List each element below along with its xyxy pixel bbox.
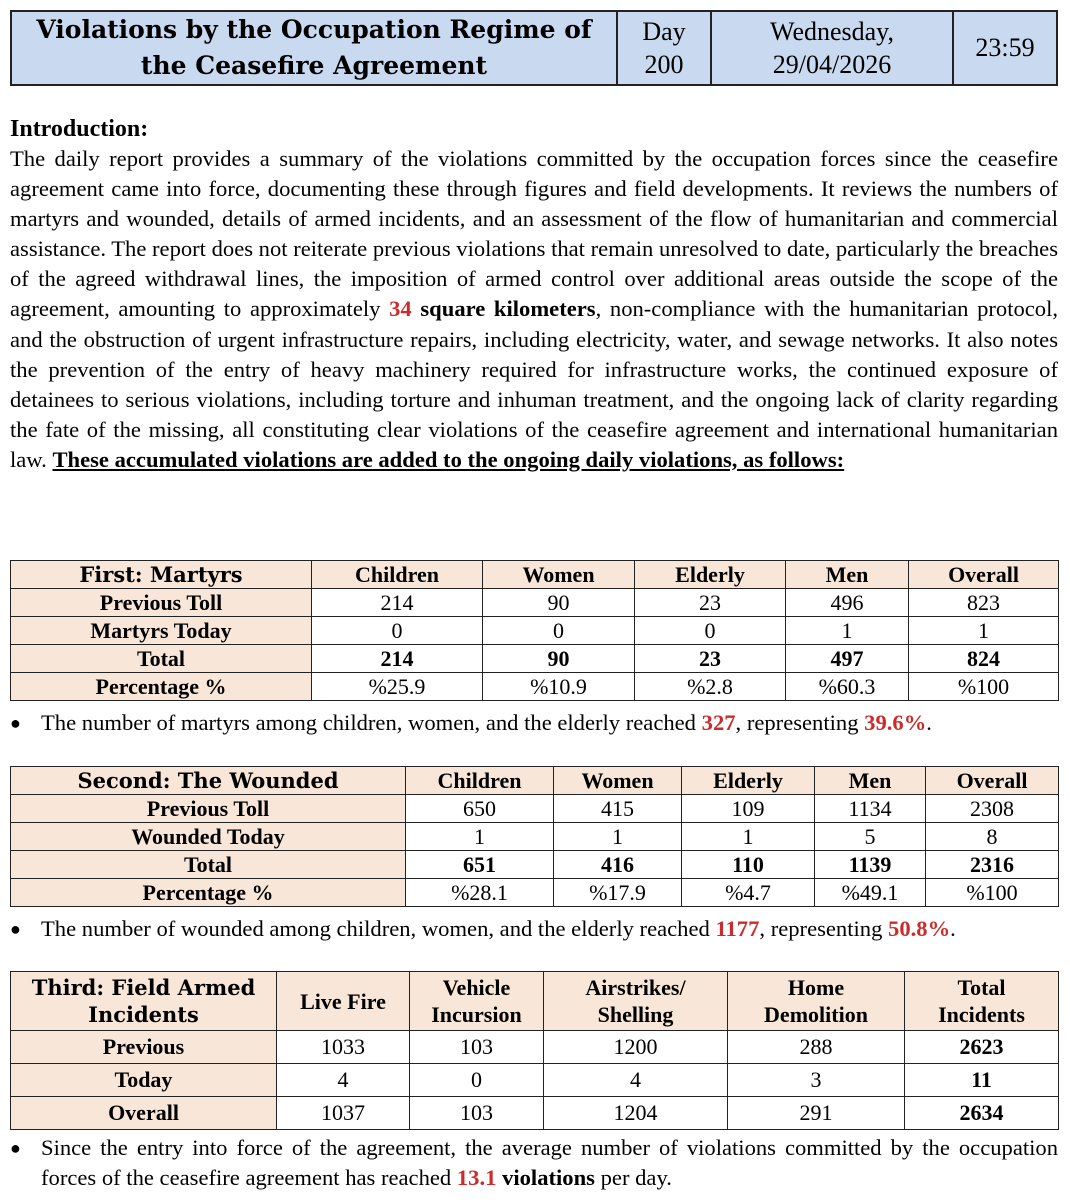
bullet-icon: ●	[10, 919, 21, 939]
area-unit: square kilometers	[420, 296, 596, 322]
table-cell: %2.8	[635, 673, 786, 701]
note-unit: violations	[502, 1165, 595, 1190]
table-cell: 496	[786, 589, 909, 617]
table-cell: 0	[635, 617, 786, 645]
table-cell: 103	[410, 1097, 544, 1130]
table-cell: 1033	[277, 1031, 410, 1064]
column-header: Men	[786, 561, 909, 589]
table-cell: 1	[786, 617, 909, 645]
table-cell: 4	[544, 1064, 728, 1097]
incidents-table	[10, 971, 1059, 1130]
row-label: Total	[11, 645, 312, 673]
table-cell: 2316	[926, 851, 1059, 879]
table-row	[11, 879, 1059, 907]
report-title: Violations by the Occupation Regime of the Ceasefire Agreement	[11, 11, 617, 85]
table-cell: 288	[728, 1031, 905, 1064]
table-cell: 497	[786, 645, 909, 673]
table-row-total	[11, 851, 1059, 879]
table-cell: 3	[728, 1064, 905, 1097]
table-cell: 1139	[815, 851, 926, 879]
table-row	[11, 823, 1059, 851]
table-row	[11, 673, 1059, 701]
table-cell-total: 2623	[905, 1031, 1059, 1064]
note-value: 327	[701, 710, 736, 735]
row-label: Martyrs Today	[11, 617, 312, 645]
intro-text-2: , non-compliance with the humanitarian protocol, and the obstruction of urgent infrastructure repairs, including electricity, water, and sewage networks. It also notes the prevention of the entry of heavy machinery required for infrastructure works, the continued exposure of detainees to serious violations, including torture and inhuman treatment, and the ongoing lack of clarity regarding the fate of the missing, all constituting clear violations of the ceasefire agreement and international humanitarian law.	[10, 296, 1059, 472]
table-cell: %49.1	[815, 879, 926, 907]
table-cell: 23	[635, 645, 786, 673]
table-cell: 1200	[544, 1031, 728, 1064]
bullet-icon: ●	[10, 713, 21, 733]
table-cell: 0	[483, 617, 635, 645]
column-header: Live Fire	[277, 972, 410, 1031]
table-row	[11, 1097, 1059, 1130]
time-cell: 23:59	[953, 11, 1057, 85]
table-row	[11, 617, 1059, 645]
row-label: Previous Toll	[11, 589, 312, 617]
table-cell: 90	[483, 645, 635, 673]
table-cell: 1	[554, 823, 682, 851]
table-header-row	[11, 561, 1059, 589]
note-percentage: 39.6%	[864, 710, 927, 735]
martyrs-table	[10, 560, 1059, 701]
column-header: Airstrikes/ Shelling	[544, 972, 728, 1031]
table-cell: %100	[926, 879, 1059, 907]
table-cell: 214	[312, 645, 483, 673]
table-cell: 4	[277, 1064, 410, 1097]
column-header: Overall	[909, 561, 1059, 589]
row-label: Today	[11, 1064, 277, 1097]
column-header: Total Incidents	[905, 972, 1059, 1031]
table-cell: 650	[406, 795, 554, 823]
table-cell: 5	[815, 823, 926, 851]
row-label: Wounded Today	[11, 823, 406, 851]
table-row	[11, 589, 1059, 617]
table-cell: %100	[909, 673, 1059, 701]
table-cell-total: 2634	[905, 1097, 1059, 1130]
table-cell: 1134	[815, 795, 926, 823]
column-header: Elderly	[682, 767, 815, 795]
table-cell: 103	[410, 1031, 544, 1064]
column-header: Women	[554, 767, 682, 795]
table-cell: 651	[406, 851, 554, 879]
table-row	[11, 1064, 1059, 1097]
table-cell: 90	[483, 589, 635, 617]
wounded-table	[10, 766, 1059, 907]
table-cell: 110	[682, 851, 815, 879]
column-header: Men	[815, 767, 926, 795]
column-header: Elderly	[635, 561, 786, 589]
area-value: 34	[389, 296, 412, 322]
wounded-note: ● The number of wounded among children, women, and the elderly reached 1177, representing 50.8%.	[10, 914, 1058, 944]
table-cell: 214	[312, 589, 483, 617]
table-cell: %25.9	[312, 673, 483, 701]
table-cell: 1037	[277, 1097, 410, 1130]
table-cell: 109	[682, 795, 815, 823]
table-row-total	[11, 645, 1059, 673]
column-header: Children	[406, 767, 554, 795]
table-cell: 0	[312, 617, 483, 645]
note-value: 1177	[715, 916, 760, 941]
section-title: Third: Field Armed Incidents	[11, 972, 277, 1031]
note-value: 13.1	[456, 1165, 497, 1190]
intro-closing: These accumulated violations are added to the ongoing daily violations, as follows:	[52, 446, 845, 472]
table-cell: 291	[728, 1097, 905, 1130]
column-header: Home Demolition	[728, 972, 905, 1031]
column-header: Children	[312, 561, 483, 589]
bullet-icon: ●	[10, 1138, 21, 1158]
intro-text: The daily report provides a summary of the violations committed by the occupation forces since the ceasefire agreement came into force, documenting these through figures and field developments. It reviews the numbers of martyrs and wounded, details of armed incidents, and an assessment of the flow of humanitarian and commercial assistance. The report does not reiterate previous violations that remain unresolved to date, particularly the breaches of the agreed withdrawal lines, the imposition of armed control over additional areas outside the scope of the agreement, amounting to approximately	[10, 146, 1058, 322]
table-cell: %17.9	[554, 879, 682, 907]
row-label: Percentage %	[11, 673, 312, 701]
table-cell: %10.9	[483, 673, 635, 701]
table-cell: %4.7	[682, 879, 815, 907]
row-label: Percentage %	[11, 879, 406, 907]
table-cell: %60.3	[786, 673, 909, 701]
table-cell: %28.1	[406, 879, 554, 907]
table-cell: 1	[909, 617, 1059, 645]
table-cell: 0	[410, 1064, 544, 1097]
table-cell: 23	[635, 589, 786, 617]
row-label: Previous	[11, 1031, 277, 1064]
table-cell: 2308	[926, 795, 1059, 823]
column-header: Overall	[926, 767, 1059, 795]
table-cell: 416	[554, 851, 682, 879]
table-cell: 824	[909, 645, 1059, 673]
intro-heading: Introduction:	[10, 116, 149, 142]
martyrs-note: ● The number of martyrs among children, women, and the elderly reached 327, representing 39.6%.	[10, 708, 1058, 738]
table-cell: 1204	[544, 1097, 728, 1130]
section-title: First: Martyrs	[11, 561, 312, 589]
row-label: Previous Toll	[11, 795, 406, 823]
table-cell-total: 11	[905, 1064, 1059, 1097]
table-header-row	[11, 767, 1059, 795]
table-cell: 8	[926, 823, 1059, 851]
note-percentage: 50.8%	[888, 916, 951, 941]
report-header	[10, 10, 1058, 86]
table-cell: 1	[682, 823, 815, 851]
date-cell: Wednesday, 29/04/2026	[711, 11, 953, 85]
row-label: Total	[11, 851, 406, 879]
incidents-note: ● Since the entry into force of the agreement, the average number of violations committed by the occupation forces of the ceasefire agreement has reached 13.1 violations per day.	[10, 1135, 1058, 1190]
table-cell: 823	[909, 589, 1059, 617]
table-cell: 1	[406, 823, 554, 851]
row-label: Overall	[11, 1097, 277, 1130]
table-row	[11, 1031, 1059, 1064]
introduction	[10, 114, 1058, 475]
section-title: Second: The Wounded	[11, 767, 406, 795]
column-header: Vehicle Incursion	[410, 972, 544, 1031]
day-cell: Day 200	[617, 11, 711, 85]
table-row	[11, 795, 1059, 823]
column-header: Women	[483, 561, 635, 589]
table-cell: 415	[554, 795, 682, 823]
table-header-row	[11, 972, 1059, 1031]
